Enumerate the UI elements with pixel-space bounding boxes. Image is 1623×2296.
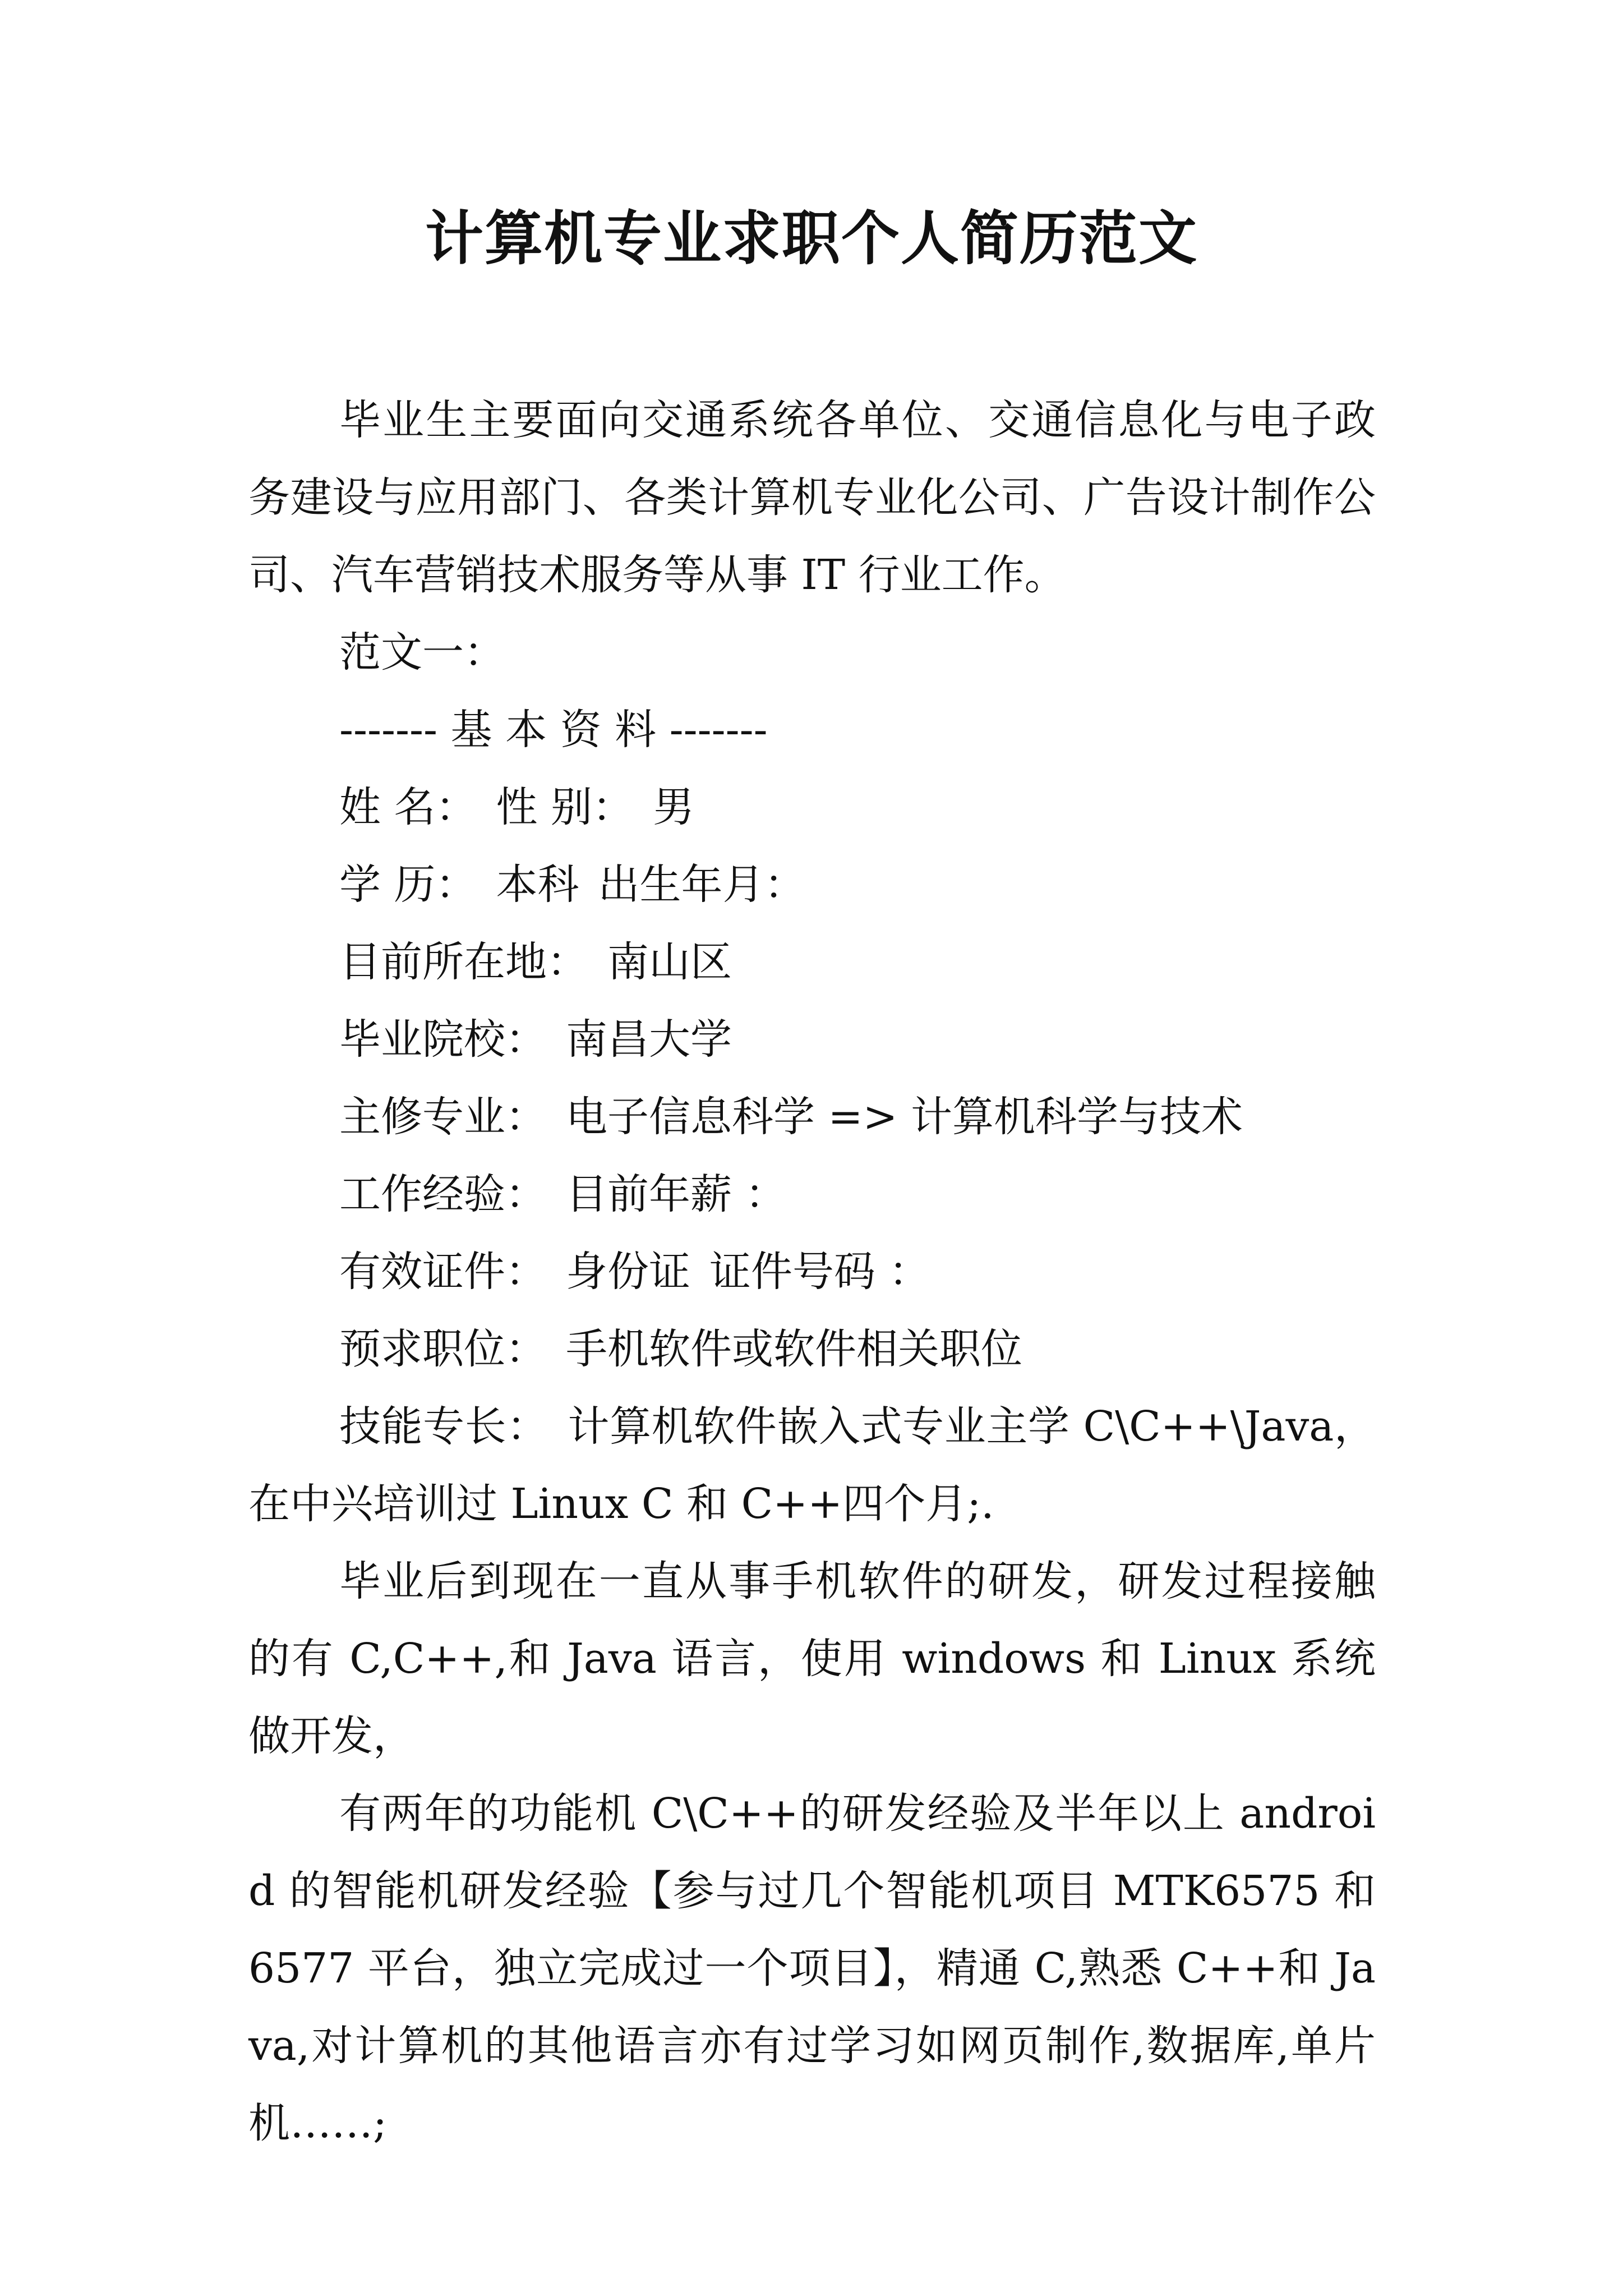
major-value: 电子信息科学 => 计算机科学与技术: [566, 1093, 1243, 1141]
experience-paragraph-1: 毕业后到现在一直从事手机软件的研发，研发过程接触的有 C,C++,和 Java 语言，使用 windows 和 Linux 系统做开发，: [248, 1557, 1376, 1760]
document-body: [248, 381, 1376, 2162]
document-title: 计算机专业求职个人简历范文: [425, 204, 1198, 273]
section-header-basic-info: ------- 基 本 资 料 -------: [339, 706, 768, 754]
position-value: 手机软件或软件相关职位: [566, 1325, 1022, 1373]
location-label: 目前所在地：: [339, 938, 588, 986]
education-label: 学 历：: [339, 861, 477, 909]
school-label: 毕业院校：: [339, 1015, 547, 1064]
experience-label: 工作经验：: [339, 1170, 547, 1218]
school-value: 南昌大学: [566, 1015, 732, 1064]
field-row-position: [248, 1310, 1376, 1388]
sample-heading: 范文一：: [339, 628, 505, 677]
location-value: 南山区: [607, 938, 732, 986]
major-label: 主修专业：: [339, 1093, 547, 1141]
name-label: 姓 名：: [339, 783, 477, 831]
id-value: 身份证: [566, 1248, 690, 1296]
education-value: 本科: [496, 861, 579, 909]
position-label: 预求职位：: [339, 1325, 547, 1373]
field-row-school: [248, 1001, 1376, 1078]
field-row-skills: [248, 1388, 1376, 1543]
salary-label: 目前年薪 ：: [566, 1170, 787, 1218]
field-row-id: [248, 1233, 1376, 1310]
id-number-label: 证件号码 ：: [709, 1248, 930, 1296]
field-row-name-gender: [248, 769, 1376, 846]
experience-paragraph-2: 有两年的功能机 C\C++的研发经验及半年以上 android 的智能机研发经验【参与过几个智能机项目 MTK6575 和 6577 平台，独立完成过一个项目】，精通 C,熟悉 C++和 Java,对计算机的其他语言亦有过学习如网页制作,数据库,单片机……;: [248, 1789, 1376, 2147]
skills-label: 技能专长：: [339, 1402, 548, 1451]
skills-value: 计算机软件嵌入式专业主学 C\C++\Java，在中兴培训过 Linux C 和 C++四个月;.: [248, 1402, 1376, 1528]
birth-label: 出生年月：: [598, 861, 806, 909]
gender-value: 男: [653, 783, 695, 831]
field-row-location: [248, 923, 1376, 1001]
field-row-experience-salary: [248, 1156, 1376, 1233]
intro-paragraph: 毕业生主要面向交通系统各单位、交通信息化与电子政务建设与应用部门、各类计算机专业化公司、广告设计制作公司、汽车营销技术服务等从事 IT 行业工作。: [248, 396, 1376, 599]
field-row-major: [248, 1078, 1376, 1156]
gender-label: 性 别：: [496, 783, 634, 831]
field-row-education-birth: [248, 846, 1376, 923]
id-label: 有效证件：: [339, 1248, 547, 1296]
